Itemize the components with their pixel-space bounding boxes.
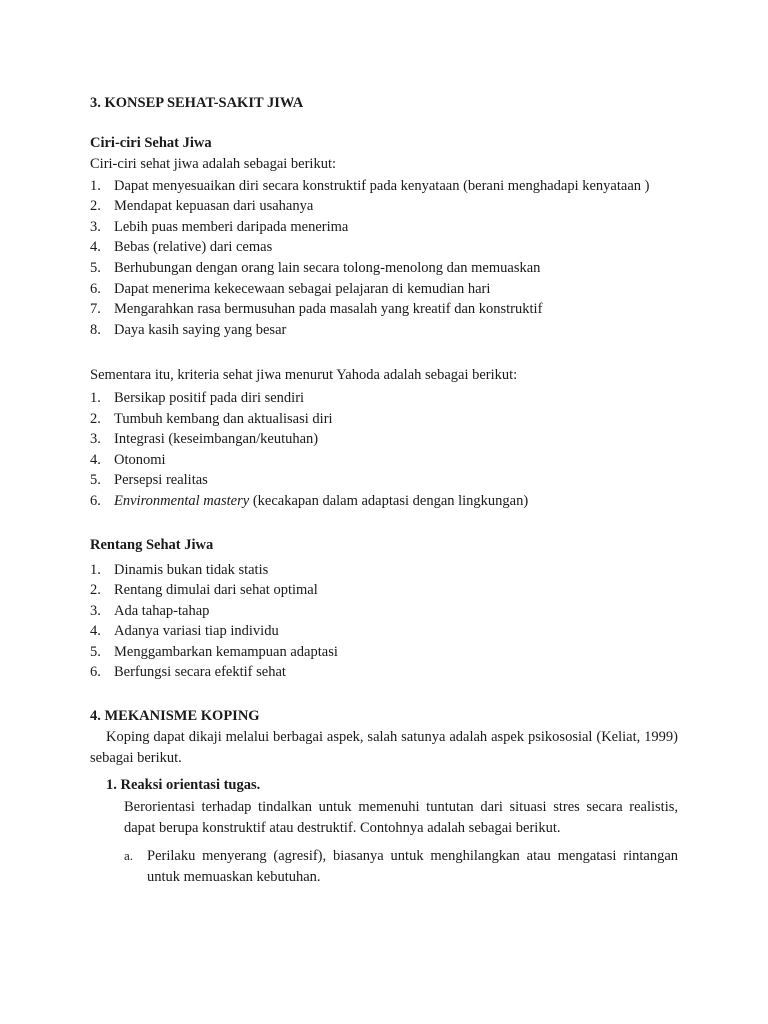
list-text: Dapat menerima kekecewaan sebagai pelajaran di kemudian hari [114,280,491,297]
list-text: Rentang dimulai dari sehat optimal [114,582,318,599]
list-number: 1. [90,389,101,406]
list-item [90,320,678,341]
list-text: Tumbuh kembang dan aktualisasi diri [114,410,333,427]
list-item [90,601,678,622]
list-text: Dinamis bukan tidak statis [114,561,269,578]
list-text: (kecakapan dalam adaptasi dengan lingkungan) [249,492,529,509]
list-item [90,176,678,197]
ciri-ciri-list [90,176,678,341]
list-item [90,196,678,217]
list-number: 4. [90,239,101,256]
rentang-list [90,560,678,684]
section-4-title: 4. MEKANISME KOPING [90,708,260,725]
subsection-heading-rentang: Rentang Sehat Jiwa [90,536,214,553]
document-page [90,93,678,888]
list-text: Berhubungan dengan orang lain secara tolong-menolong dan memuaskan [114,259,541,276]
list-number: 4. [90,451,101,468]
list-item [90,662,678,683]
list-number: 5. [90,259,101,276]
list-item [90,409,678,430]
list-number: 2. [90,582,101,599]
list-item [90,429,678,450]
list-item [90,299,678,320]
list-text: Berfungsi secara efektif sehat [114,664,286,681]
list-number: 3. [90,218,101,235]
list-item [90,279,678,300]
list-number: 5. [90,643,101,660]
list-number: 3. [90,431,101,448]
list-item [90,560,678,581]
list-text: Bebas (relative) dari cemas [114,239,273,256]
list-number: 6. [90,664,101,681]
sub-a-text: Perilaku menyerang (agresif), biasanya untuk menghilangkan atau mengatasi rintangan untuk memuaskan kebutuhan. [147,848,678,886]
list-number: 6. [90,492,101,509]
list-item [90,258,678,279]
list-item [90,388,678,409]
list-text: Adanya variasi tiap individu [114,623,279,640]
list-number: 4. [90,623,101,640]
list-text: Dapat menyesuaikan diri secara konstruktif pada kenyataan (berani menghadapi kenyataan ) [114,177,650,194]
list-text: Integrasi (keseimbangan/keutuhan) [114,431,319,448]
yahoda-list [90,388,678,512]
list-item [90,621,678,642]
list-item [90,470,678,491]
list-item [90,580,678,601]
list-item [90,642,678,663]
list-number: 1. [90,561,101,578]
subsection-heading-ciri-ciri: Ciri-ciri Sehat Jiwa [90,135,212,151]
ciri-ciri-intro: Ciri-ciri sehat jiwa adalah sebagai berikut: [90,156,337,172]
list-text: Ada tahap-tahap [114,602,210,619]
list-number: 5. [90,472,101,489]
list-number: 3. [90,602,101,619]
list-text: Bersikap positif pada diri sendiri [114,389,305,406]
list-text: Mendapat kepuasan dari usahanya [114,198,314,215]
list-text: Menggambarkan kemampuan adaptasi [114,643,338,660]
list-number: 2. [90,198,101,215]
list-item [90,450,678,471]
list-text: Mengarahkan rasa bermusuhan pada masalah yang kreatif dan konstruktif [114,301,543,318]
list-number: 8. [90,321,101,338]
list-number: 2. [90,410,101,427]
section-3-title: 3. KONSEP SEHAT-SAKIT JIWA [90,95,304,111]
list-text: Lebih puas memberi daripada menerima [114,218,349,235]
sub-a-letter: a. [124,848,134,864]
point-1-body: Berorientasi terhadap tindalkan untuk memenuhi tuntutan dari situasi stres secara realistis, dapat berupa konstruktif atau destruktif. Contohnya adalah sebagai berikut. [124,799,678,836]
list-item [90,217,678,238]
list-item [90,491,678,512]
list-number: 1. [90,177,101,194]
list-text: Otonomi [114,451,166,468]
yahoda-intro: Sementara itu, kriteria sehat jiwa menurut Yahoda adalah sebagai berikut: [90,367,518,384]
section-4-intro: Koping dapat dikaji melalui berbagai aspek, salah satunya adalah aspek psikososial (Keliat, 1999) sebagai berikut. [90,729,678,766]
list-number: 7. [90,301,101,318]
list-number: 6. [90,280,101,297]
list-item [90,237,678,258]
point-1-sub-a [124,846,678,887]
point-1-heading: 1. Reaksi orientasi tugas. [106,777,261,794]
list-text-italic: Environmental mastery [114,492,250,509]
list-text: Daya kasih saying yang besar [114,321,287,338]
list-text: Persepsi realitas [114,472,208,489]
